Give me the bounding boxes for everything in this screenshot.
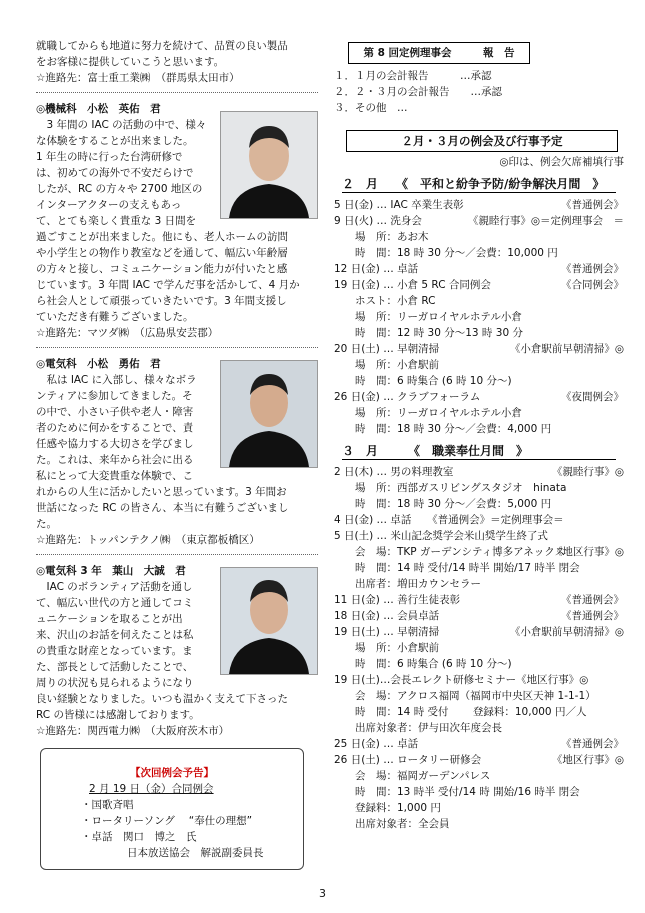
student-text-line: 3 年間の IAC の活動の中で、様々	[36, 119, 207, 131]
student-text-line: の貴重な財産となっています。ま	[36, 645, 193, 657]
schedule-category: 《親睦行事》◎	[467, 215, 540, 227]
student-text-line: 過ごすことが出来ました。他にも、老人ホームの訪問	[36, 231, 288, 243]
divider	[36, 347, 318, 348]
schedule-row	[334, 197, 624, 213]
schedule-event: 19 日(土) … 早朝清掃	[334, 626, 440, 638]
intro-line: をお客様に提供していこうと思います。	[36, 56, 225, 68]
student-text-line: 世話になった RC の皆さん、本当に有難うございまし	[36, 502, 289, 514]
schedule-row	[334, 464, 624, 480]
schedule-category: 《夜間例会》	[561, 391, 624, 403]
student-text-line: の中で、小さい子供や老人・障害	[36, 406, 194, 418]
schedule-row	[334, 245, 624, 261]
schedule-event: 2 日(木) … 男の料理教室	[334, 466, 454, 478]
schedule-row	[334, 816, 624, 832]
schedule-row	[334, 592, 624, 608]
student-text-line: IAC のボランティア活動を通し	[36, 581, 193, 593]
board-items	[334, 68, 624, 116]
left-column	[36, 38, 318, 739]
schedule-category: 《合同例会》	[561, 279, 624, 291]
schedule-event: 登録料：1,000 円	[334, 802, 441, 814]
schedule-event: 場 所：小倉駅前	[334, 642, 439, 654]
student-destination: ☆進路先：トッパンテクノ㈱ （東京都板橋区）	[36, 534, 260, 546]
student-text-line: RC の皆様には感謝しております。	[36, 709, 200, 721]
march-schedule	[334, 464, 624, 832]
schedule-event: 場 所：リーガロイヤルホテル小倉	[334, 311, 522, 323]
february-title: ２ 月 《 平和と紛争予防/紛争解決月間 》	[342, 176, 616, 193]
schedule-event: 場 所：あお木	[334, 231, 429, 243]
schedule-note: ◎印は、例会欠席補填行事	[499, 156, 624, 168]
intro-line: ☆進路先：富士重工業㈱ （群馬県太田市）	[36, 72, 240, 84]
intro-line: 就職してからも地道に努力を続けて、品質の良い製品	[36, 40, 288, 52]
student-text-line: したが、RC の方々や 2700 地区の	[36, 183, 203, 195]
student-text-line: の方々と接し、コミュニケーション能力が付いたと感	[36, 263, 288, 275]
student-text-line: ていただき有難うございました。	[36, 311, 194, 323]
march-title: ３ 月 《 職業奉仕月間 》	[342, 443, 616, 460]
schedule-category: 《地区行事》◎	[551, 546, 624, 558]
schedule-event: 場 所：西部ガスリビングスタジオ hinata	[334, 482, 567, 494]
february-schedule	[334, 197, 624, 437]
schedule-row	[334, 560, 624, 576]
schedule-row	[334, 261, 624, 277]
schedule-event: 19 日(金) … 小倉 5 RC 合同例会	[334, 279, 491, 291]
student-photo	[220, 111, 318, 219]
schedule-category: 《普通例会》	[561, 199, 624, 211]
schedule-category: ＝定例理事会 ＝	[540, 215, 624, 227]
student-heading: ◎電気科 3 年 葉山 大誠 君	[36, 565, 186, 577]
schedule-row	[334, 512, 624, 528]
board-item: ３．その他 …	[334, 102, 408, 114]
student-heading: ◎電気科 小松 勇佑 君	[36, 358, 161, 370]
schedule-title: ２月・３月の例会及び行事予定	[346, 130, 618, 152]
schedule-category: 《普通例会》	[561, 594, 624, 606]
student-text-line: 私は IAC に入部し、様々なボラ	[36, 374, 197, 386]
student-text-line: 私にとって大変貴重な体験で、こ	[36, 470, 194, 482]
schedule-row	[334, 480, 624, 496]
schedule-category: 《親睦行事》◎	[551, 466, 624, 478]
student-text-line: は、初めての海外で不安だらけで	[36, 167, 194, 179]
schedule-event: 11 日(金) … 善行生徒表彰	[334, 594, 461, 606]
schedule-row	[334, 672, 624, 688]
schedule-row	[334, 373, 624, 389]
schedule-event: 18 日(金) … 会員卓話	[334, 610, 440, 622]
schedule-row	[334, 341, 624, 357]
schedule-event: 時 間：14 時 受付 登録料：10,000 円／人	[334, 706, 587, 718]
student-destination: ☆進路先：マツダ㈱ （広島県安芸郡）	[36, 327, 219, 339]
schedule-row	[334, 656, 624, 672]
student-text-line: ュニケーションを取ることが出	[36, 613, 183, 625]
schedule-event: 5 日(金) … IAC 卒業生表彰	[334, 199, 464, 211]
notice-item: ・ロータリーソング “奉仕の理想”	[81, 815, 253, 827]
schedule-category: 《普通例会》	[561, 263, 624, 275]
schedule-category: 《地区行事》◎	[551, 754, 624, 766]
schedule-event: 時 間：13 時半 受付/14 時 開始/16 時半 閉会	[334, 786, 580, 798]
student-text-line: た。これは、来年から社会に出る	[36, 454, 194, 466]
divider	[36, 92, 318, 93]
notice-date: 2 月 19 日（金）合同例会	[89, 783, 214, 795]
schedule-event: 会 場：アクロス福岡（福岡市中央区天神 1-1-1）	[334, 690, 596, 702]
student-text-line: 1 年生の時に行った台湾研修で	[36, 151, 183, 163]
schedule-row	[334, 688, 624, 704]
schedule-row	[334, 624, 624, 640]
student-text-line: ンティアに参加してきました。そ	[36, 390, 193, 402]
notice-item: ・卓話 関口 博之 氏	[81, 831, 197, 843]
schedule-row	[334, 576, 624, 592]
notice-item: ・国歌斉唱	[81, 799, 134, 811]
schedule-category: 《小倉駅前早朝清掃》◎	[509, 626, 624, 638]
notice-title: 【次回例会予告】	[130, 767, 214, 779]
schedule-event: 場 所：小倉駅前	[334, 359, 439, 371]
student-text-line: インターアクターの支えもあっ	[36, 199, 182, 211]
schedule-row	[334, 325, 624, 341]
schedule-row	[334, 640, 624, 656]
schedule-event: 時 間：12 時 30 分～13 時 30 分	[334, 327, 523, 339]
student-photo	[220, 567, 318, 675]
schedule-event: 19 日(土)…会長エレクト研修セミナー《地区行事》◎	[334, 674, 589, 686]
schedule-event: 時 間：14 時 受付/14 時半 開始/17 時半 閉会	[334, 562, 580, 574]
schedule-event: 12 日(金) … 卓話	[334, 263, 419, 275]
notice-items	[41, 797, 303, 845]
schedule-row	[334, 389, 624, 405]
schedule-event: 場 所：リーガロイヤルホテル小倉	[334, 407, 522, 419]
schedule-category: 《小倉駅前早朝清掃》◎	[509, 343, 624, 355]
schedule-row	[334, 608, 624, 624]
schedule-row	[334, 720, 624, 736]
schedule-row	[334, 309, 624, 325]
schedule-event: 出席対象者：伊与田次年度会長	[334, 722, 502, 734]
schedule-row	[334, 496, 624, 512]
student-text-line: て、幅広い世代の方と通してコミ	[36, 597, 194, 609]
schedule-event: 時 間：6 時集合 (6 時 10 分～)	[334, 375, 512, 387]
schedule-event: 時 間：18 時 30 分～／会費：10,000 円	[334, 247, 558, 259]
student-text-line: 任感や協力する大切さを学びまし	[36, 438, 194, 450]
student-text-line: 来、沢山のお話を伺えたことは私	[36, 629, 194, 641]
student-block-komatsu-eisuke	[36, 101, 318, 341]
student-text-line: じています。3 年間 IAC で学んだ事を活かして、4 月か	[36, 279, 300, 291]
schedule-row	[334, 752, 624, 768]
board-meeting-title: 第 8 回定例理事会 報 告	[348, 42, 530, 64]
right-column	[334, 42, 624, 832]
schedule-event: 時 間：6 時集合 (6 時 10 分～)	[334, 658, 512, 670]
divider	[36, 554, 318, 555]
schedule-event: 会 場：TKP ガーデンシティ博多アネックス	[334, 546, 566, 558]
next-meeting-notice	[40, 748, 304, 870]
student-text-line: や小学生との物作り教室などを通して、幅広い年齢層	[36, 247, 288, 259]
schedule-event: 25 日(金) … 卓話	[334, 738, 419, 750]
schedule-event: 5 日(土) … 米山記念奨学会米山奨学生終了式	[334, 530, 548, 542]
student-text-line: 良い経験となりました。いつも温かく支えて下さった	[36, 693, 288, 705]
schedule-row	[334, 277, 624, 293]
student-text-line: て、とても楽しく貴重な 3 日間を	[36, 215, 197, 227]
student-text-line: れからの人生に活かしたいと思っています。3 年間お	[36, 486, 287, 498]
schedule-event: 9 日(火) … 洗身会	[334, 215, 422, 227]
schedule-row	[334, 528, 624, 544]
schedule-event: 出席対象者：全会員	[334, 818, 450, 830]
student-block-komatsu-yusuke	[36, 356, 318, 548]
student-text-line: た。	[36, 518, 57, 530]
schedule-event: 4 日(金) … 卓話 《普通例会》＝定例理事会＝	[334, 514, 564, 526]
schedule-row	[334, 293, 624, 309]
student-text-line: ら社会人として頑張っていきたいです。3 年間支援し	[36, 295, 287, 307]
schedule-row	[334, 704, 624, 720]
schedule-event: 26 日(金) … クラブフォーラム	[334, 391, 481, 403]
schedule-category: 《普通例会》	[561, 610, 624, 622]
student-heading: ◎機械科 小松 英佑 君	[36, 103, 161, 115]
student-block-hayama-taisei	[36, 563, 318, 739]
schedule-row	[334, 357, 624, 373]
schedule-event: 時 間：18 時 30 分～／会費：4,000 円	[334, 423, 552, 435]
intro-paragraph	[36, 38, 318, 86]
notice-speaker-org: 日本放送協会 解説副委員長	[127, 847, 264, 859]
student-destination: ☆進路先：関西電力㈱ （大阪府茨木市）	[36, 725, 230, 737]
page-number: 3	[319, 887, 326, 900]
schedule-row	[334, 405, 624, 421]
schedule-event: ホスト：小倉 RC	[334, 295, 436, 307]
board-item: １．１月の会計報告 …承認	[334, 70, 492, 82]
student-photo	[220, 360, 318, 468]
student-text-line: た、部長として活動したことで、	[36, 661, 194, 673]
student-text-line: 者のために何かをすることで、責	[36, 422, 194, 434]
schedule-row	[334, 768, 624, 784]
schedule-event: 20 日(土) … 早朝清掃	[334, 343, 440, 355]
schedule-row	[334, 229, 624, 245]
schedule-category: 《普通例会》	[561, 738, 624, 750]
schedule-row	[334, 784, 624, 800]
student-text-line: な体験をすることが出来ました。	[36, 135, 194, 147]
schedule-event: 時 間：18 時 30 分～／会費：5,000 円	[334, 498, 552, 510]
schedule-row	[334, 800, 624, 816]
student-text-line: 周りの状況も見られるようになり	[36, 677, 194, 689]
schedule-event: 出席者：増田カウンセラー	[334, 578, 481, 590]
schedule-event: 26 日(土) … ロータリー研修会	[334, 754, 482, 766]
board-item: ２．２・３月の会計報告 …承認	[334, 86, 502, 98]
schedule-row	[334, 736, 624, 752]
schedule-event: 会 場：福岡ガーデンパレス	[334, 770, 491, 782]
schedule-row	[334, 421, 624, 437]
